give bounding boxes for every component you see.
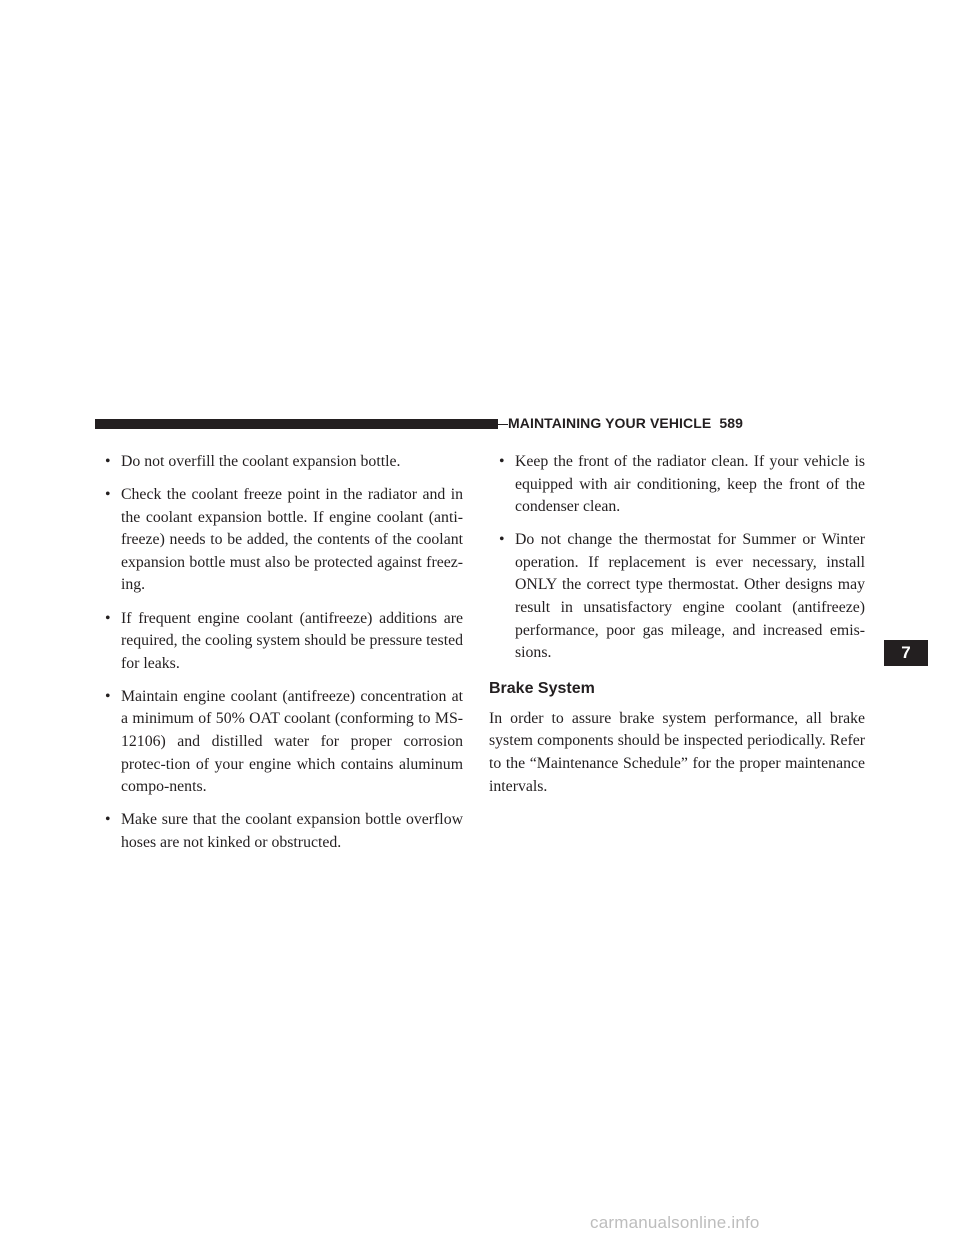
list-item-text: Check the coolant freeze point in the radiator and in the coolant expansion bottle. If engine coolant (anti-freeze) needs to be added, the contents of the coolant expansion bottle must also be protected against freez-ing. <box>121 486 463 594</box>
list-item-text: Keep the front of the radiator clean. If your vehicle is equipped with air conditioning, keep the front of the condenser clean. <box>515 453 865 516</box>
list-item-text: Maintain engine coolant (antifreeze) concentration at a minimum of 50% OAT coolant (conforming to MS-12106) and distilled water for proper corrosion protec-tion of your engine which contains aluminum compo-nents. <box>121 687 463 796</box>
body-paragraph: In order to assure brake system performance, all brake system components should be inspected periodically. Refer to the “Maintenance Schedule” for the proper maintenance intervals. <box>489 709 865 795</box>
bullet-icon: • <box>499 531 505 549</box>
list-item <box>95 809 463 854</box>
running-header <box>508 412 826 434</box>
bullet-icon: • <box>105 811 111 829</box>
bullet-icon: • <box>105 687 111 705</box>
left-bullet-list <box>95 451 463 855</box>
bullet-icon: • <box>105 486 111 504</box>
list-item <box>95 484 463 597</box>
bullet-icon: • <box>105 609 111 627</box>
list-item <box>95 608 463 676</box>
bullet-icon: • <box>499 453 505 470</box>
list-item-text: Do not overfill the coolant expansion bottle. <box>121 453 401 470</box>
watermark: carmanualsonline.info <box>590 1213 760 1232</box>
right-column <box>489 451 865 798</box>
list-item <box>95 451 463 474</box>
list-item <box>489 529 865 665</box>
list-item-text: If frequent engine coolant (antifreeze) additions are required, the cooling system should be pressure tested for leaks. <box>121 609 463 672</box>
header-rule <box>95 419 498 429</box>
list-item <box>95 686 463 799</box>
section-heading: Brake System <box>489 679 595 697</box>
section-title: MAINTAINING YOUR VEHICLE <box>508 415 712 431</box>
list-item-text: Make sure that the coolant expansion bottle overflow hoses are not kinked or obstructed. <box>121 811 463 851</box>
chapter-tab: 7 <box>884 640 928 666</box>
list-item <box>489 451 865 519</box>
page-number: 589 <box>719 415 744 431</box>
left-column <box>95 451 463 865</box>
right-bullet-list <box>489 451 865 665</box>
header-rule-thin <box>498 424 508 425</box>
list-item-text: Do not change the thermostat for Summer or Winter operation. If replacement is ever necessary, install ONLY the correct type thermostat. Other designs may result in unsatisfactory engine coolant (antifreeze) performance, poor gas mileage, and increased emis-sions. <box>515 531 865 662</box>
bullet-icon: • <box>105 453 111 470</box>
